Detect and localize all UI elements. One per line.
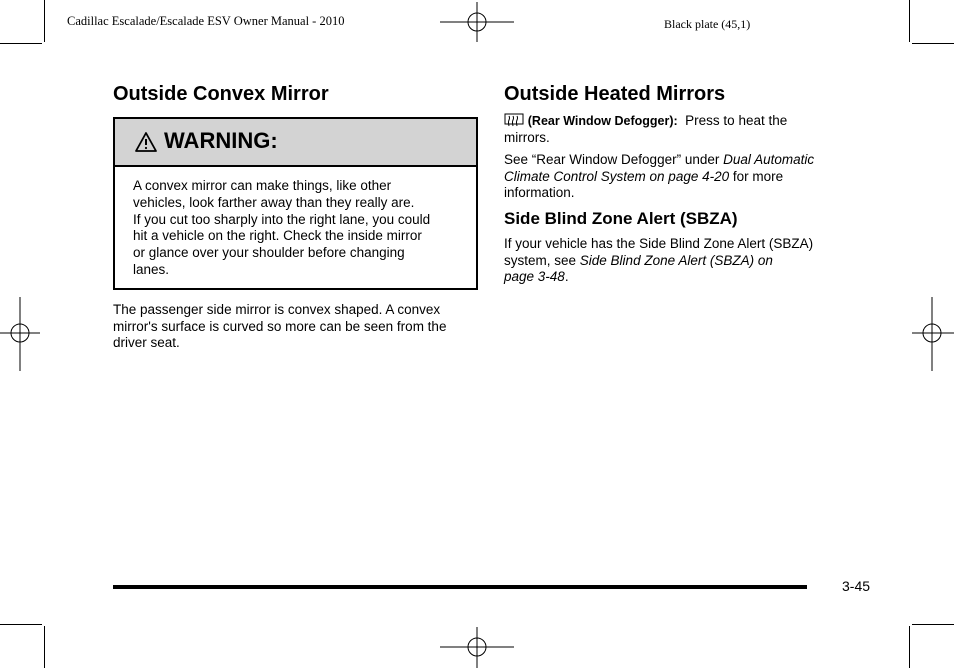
page-number: 3-45	[842, 578, 871, 594]
crop-mark	[912, 624, 954, 625]
registration-mark-icon	[912, 297, 954, 371]
defogger-text: Press to heat the	[685, 113, 788, 128]
crop-mark	[0, 624, 42, 625]
manual-title: Cadillac Escalade/Escalade ESV Owner Manual - 2010	[67, 14, 345, 28]
crop-mark	[912, 43, 954, 44]
defogger-label: (Rear Window Defogger):	[527, 114, 678, 128]
warning-line: vehicles, look farther away than they really are.	[133, 194, 415, 210]
sbza-suffix: .	[564, 269, 569, 285]
warning-header	[115, 119, 476, 167]
warning-triangle-icon	[134, 131, 158, 153]
crop-mark	[44, 0, 45, 42]
crop-mark	[909, 0, 910, 42]
convex-mirror-paragraph	[113, 302, 483, 352]
warning-line: If you cut too sharply into the right lane, you could	[133, 211, 431, 227]
footer-rule	[113, 585, 807, 589]
warning-box	[113, 117, 478, 290]
sbza-paragraph	[504, 236, 849, 286]
defogger-text-cont: mirrors.	[504, 129, 550, 145]
sbza-prefix: system, see	[504, 252, 580, 268]
plate-label: Black plate (45,1)	[664, 17, 751, 31]
crop-mark	[0, 43, 42, 44]
paragraph-line: mirror's surface is curved so more can be seen from the	[113, 318, 447, 334]
climate-reference: Dual Automatic	[723, 152, 815, 167]
registration-mark-icon	[0, 297, 40, 371]
warning-text	[133, 178, 463, 279]
sbza-line: If your vehicle has the Side Blind Zone Alert (SBZA)	[504, 236, 814, 251]
warning-line: or glance over your shoulder before changing	[133, 245, 405, 261]
warning-line: lanes.	[133, 261, 170, 277]
climate-reference-page: Climate Control System on page 4-20	[504, 168, 730, 184]
see-suffix: for more	[729, 168, 784, 184]
heading-outside-heated-mirrors: Outside Heated Mirrors	[504, 83, 726, 105]
warning-title: WARNING:	[164, 128, 278, 153]
crop-mark	[44, 626, 45, 668]
heading-outside-convex-mirror: Outside Convex Mirror	[113, 83, 329, 105]
registration-mark-icon	[440, 2, 514, 42]
crop-mark	[909, 626, 910, 668]
heading-side-blind-zone-alert: Side Blind Zone Alert (SBZA)	[504, 209, 738, 228]
paragraph-line: driver seat.	[113, 335, 180, 351]
registration-mark-icon	[440, 627, 514, 668]
see-suffix-cont: information.	[504, 185, 575, 201]
sbza-reference: Side Blind Zone Alert (SBZA) on	[579, 252, 773, 268]
warning-line: A convex mirror can make things, like other	[133, 178, 392, 193]
see-climate-paragraph	[504, 152, 849, 202]
defogger-paragraph	[504, 113, 849, 146]
rear-defogger-icon	[504, 113, 524, 127]
see-prefix: See “Rear Window Defogger” under	[504, 152, 724, 167]
paragraph-line: The passenger side mirror is convex shaped. A convex	[113, 302, 441, 317]
warning-line: hit a vehicle on the right. Check the inside mirror	[133, 228, 422, 244]
sbza-reference-page: page 3-48	[504, 269, 565, 285]
